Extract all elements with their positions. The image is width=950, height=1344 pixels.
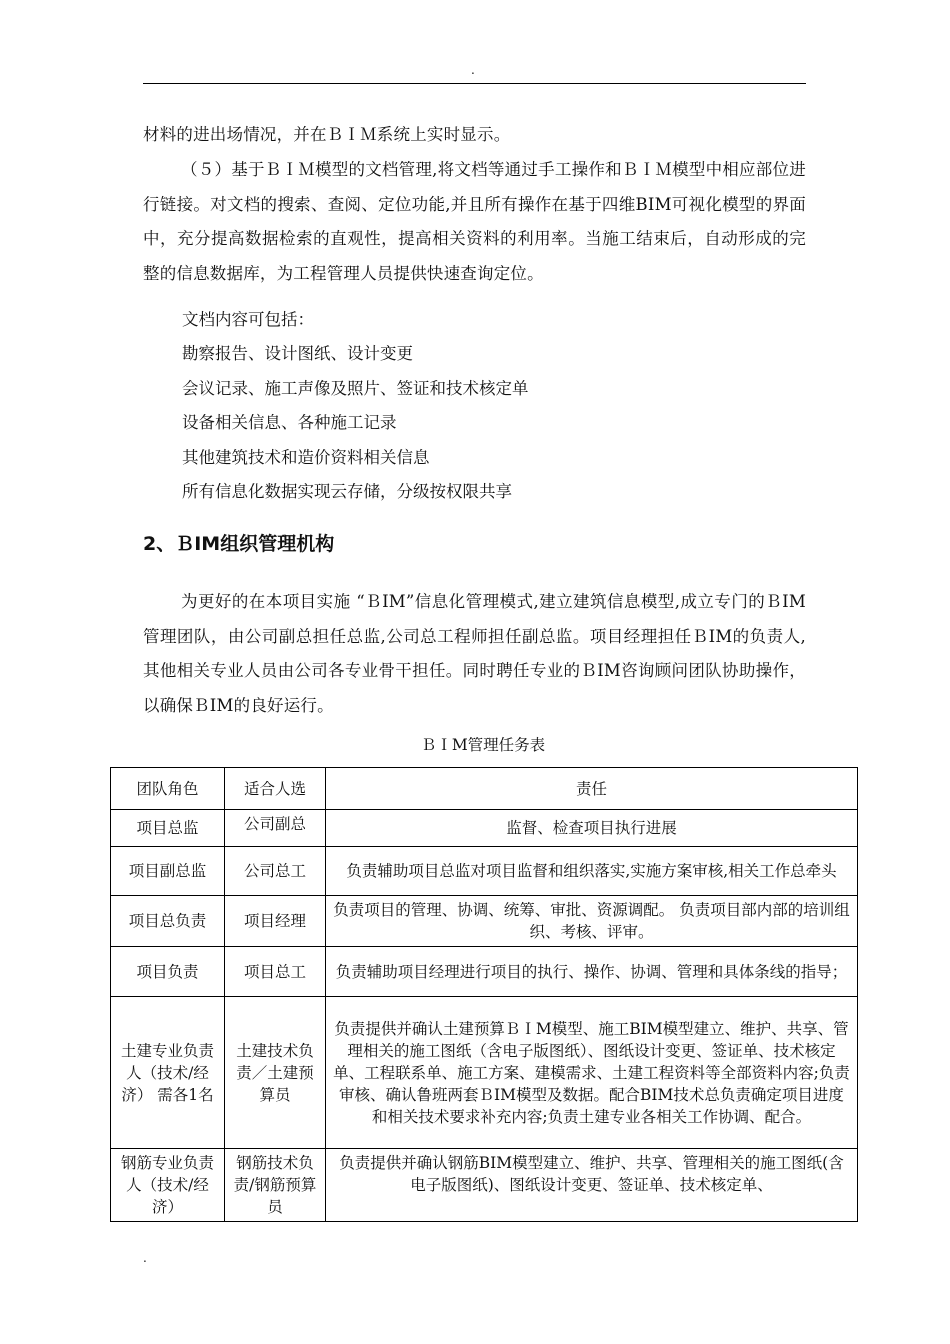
list-item: 其他建筑技术和造价资料相关信息 <box>182 447 430 467</box>
cell-person: 公司总工 <box>225 847 326 896</box>
cell-duty: 负责提供并确认钢筋BIM模型建立、维护、共享、管理相关的施工图纸(含电子版图纸)、图纸设计变更、签证单、技术核定单、 <box>326 1149 858 1222</box>
table-row <box>111 810 858 847</box>
cell-duty: 负责辅助项目经理进行项目的执行、操作、协调、管理和具体条线的指导； <box>326 947 858 997</box>
paragraph-document-management: （５）基于ＢＩＭ模型的文档管理,将文档等通过手工操作和ＢＩＭ模型中相应部位进行链接。对文档的搜索、查阅、定位功能,并且所有操作在基于四维BIM可视化模型的界面中，充分提高数据检索的直观性，提高相关资料的利用率。当施工结束后，自动形成的完整的信息数据库，为工程管理人员提供快速查询定位。 <box>143 160 806 283</box>
cell-role: 项目总监 <box>111 810 225 847</box>
cell-role: 土建专业负责人（技术/经济） 需各1名 <box>111 997 225 1149</box>
cell-role: 项目副总监 <box>111 847 225 896</box>
cell-role: 项目负责 <box>111 947 225 997</box>
footer-mark: . <box>143 1251 147 1265</box>
cell-role: 钢筋专业负责人（技术/经济） <box>111 1149 225 1222</box>
cell-person: 项目总工 <box>225 947 326 997</box>
cell-person: 公司副总 <box>225 810 326 847</box>
list-intro: 文档内容可包括： <box>182 310 314 329</box>
header-mark: . <box>471 63 475 77</box>
table-row <box>111 1149 858 1222</box>
cell-duty: 负责项目的管理、协调、统筹、审批、资源调配。 负责项目部内部的培训组织、考核、评审。 <box>326 896 858 947</box>
list-item: 设备相关信息、各种施工记录 <box>182 413 397 432</box>
table-header-row <box>111 768 858 810</box>
paragraph-materials: 材料的进出场情况，并在ＢＩＭ系统上实时显示。 <box>143 125 511 144</box>
table-row <box>111 847 858 896</box>
table-row <box>111 896 858 947</box>
table-row <box>111 947 858 997</box>
table-caption: ＢＩM管理任务表 <box>420 736 546 754</box>
cell-person: 土建技术负责／土建预算员 <box>225 997 326 1149</box>
cell-duty: 负责提供并确认土建预算ＢＩM模型、施工BIM模型建立、维护、共享、管理相关的施工图纸（含电子版图纸）、图纸设计变更、签证单、技术核定单、工程联系单、施工方案、建模需求、土建工程资料等全部资料内容;负责审核、确认鲁班两套ＢIM模型及数据。配合BIM技术总负责确定项目进度和相关技术要求补充内容;负责土建专业各相关工作协调、配合。 <box>326 997 858 1149</box>
cell-duty: 负责辅助项目总监对项目监督和组织落实,实施方案审核,相关工作总牵头 <box>326 847 858 896</box>
bim-task-table <box>110 767 858 1222</box>
table-row <box>111 997 858 1149</box>
column-header-role: 团队角色 <box>111 768 225 810</box>
cell-duty: 监督、检查项目执行进展 <box>326 810 858 847</box>
cell-person: 项目经理 <box>225 896 326 947</box>
column-header-duty: 责任 <box>326 768 858 810</box>
cell-role: 项目总负责 <box>111 896 225 947</box>
section-heading: 2、ＢIM组织管理机构 <box>143 533 335 555</box>
list-item: 勘察报告、设计图纸、设计变更 <box>182 344 413 363</box>
paragraph-organization: 为更好的在本项目实施 “ＢIM”信息化管理模式,建立建筑信息模型,成立专门的ＢIM管理团队，由公司副总担任总监,公司总工程师担任副总监。项目经理担任ＢIM的负责人,其他相关专业人员由公司各专业骨干担任。同时聘任专业的ＢIM咨询顾问团队协助操作，以确保ＢIM的良好运行。 <box>143 592 806 715</box>
list-item: 会议记录、施工声像及照片、签证和技术核定单 <box>182 378 529 398</box>
column-header-person: 适合人选 <box>225 768 326 810</box>
list-item: 所有信息化数据实现云存储，分级按权限共享 <box>182 482 512 501</box>
cell-person: 钢筋技术负责/钢筋预算员 <box>225 1149 326 1222</box>
